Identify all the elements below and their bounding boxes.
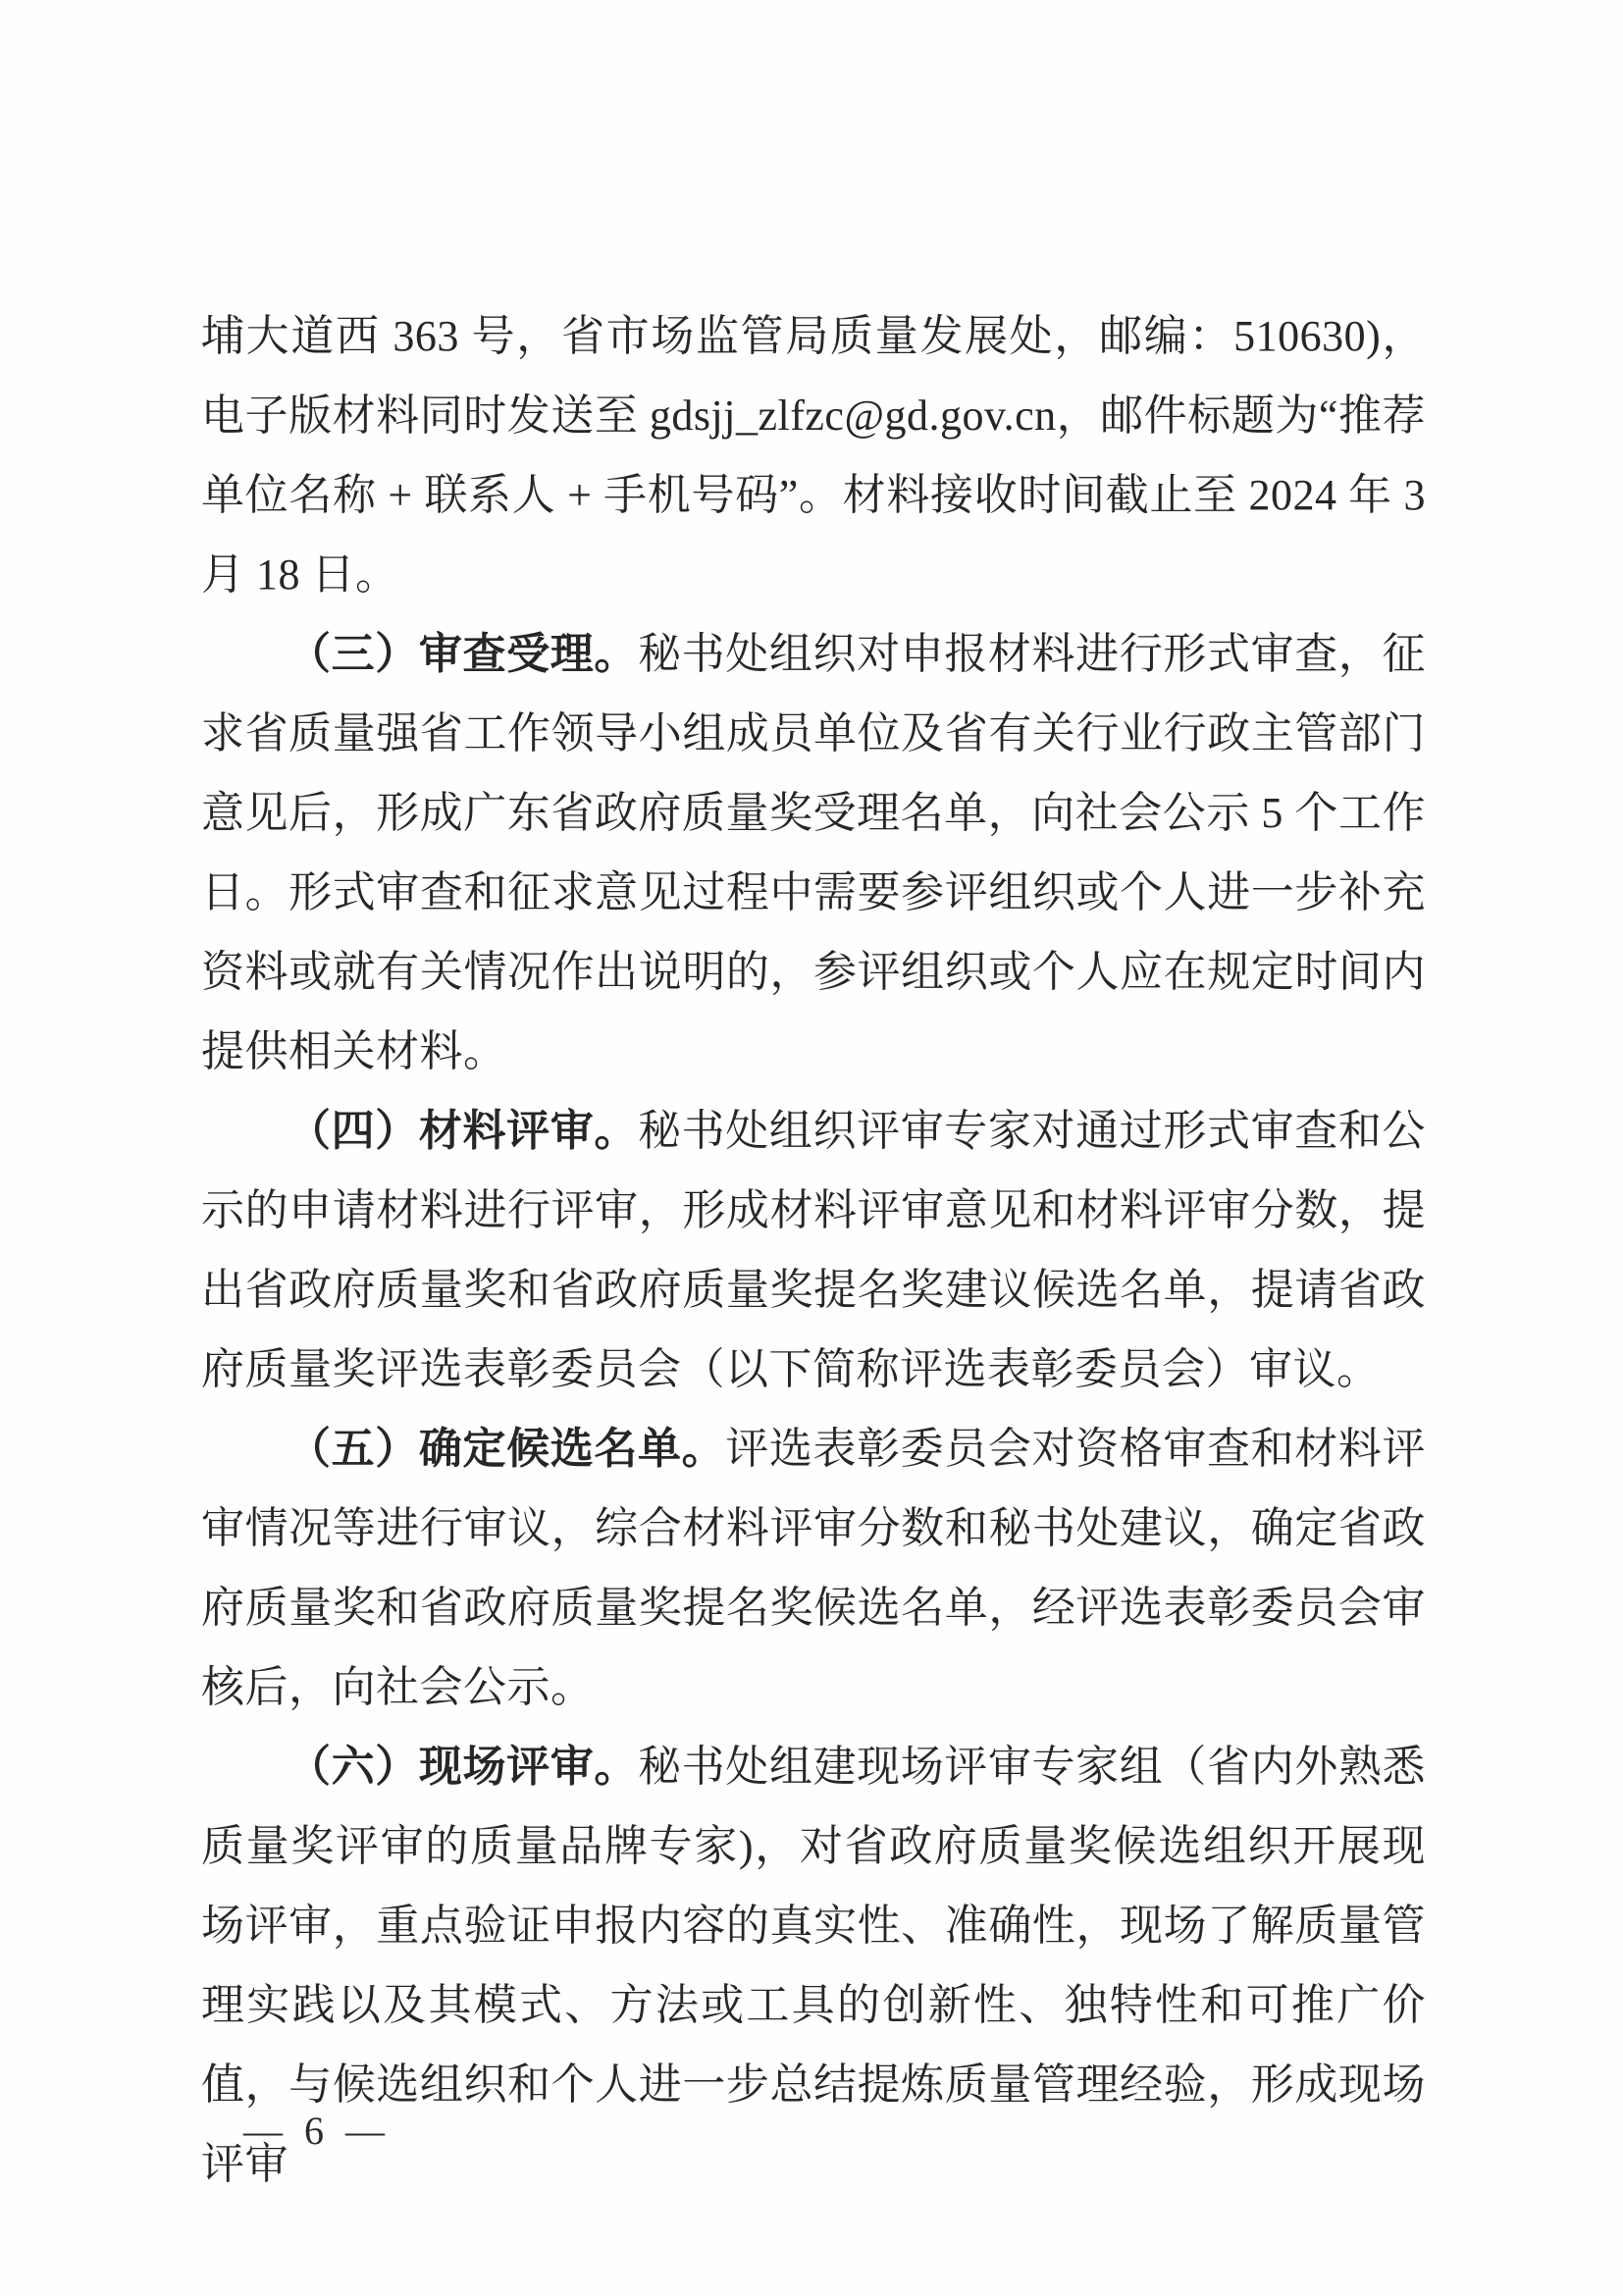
paragraph-text: 评选表彰委员会对资格审查和材料评审情况等进行审议，综合材料评审分数和秘书处建议，确定省政府质量奖和省政府质量奖提名奖候选名单，经评选表彰委员会审核后，向社会公示。 bbox=[201, 1425, 1427, 1711]
section-heading: （三）审查受理。 bbox=[288, 630, 638, 678]
paragraph-continuation bbox=[201, 296, 1426, 614]
document-text-block bbox=[201, 296, 1426, 2204]
paragraph-text: 秘书处组织对申报材料进行形式审查，征求省质量强省工作领导小组成员单位及省有关行业行政主管部门意见后，形成广东省政府质量奖受理名单，向社会公示 5 个工作日。形式审查和征求意见过程中需要参评组织或个人进一步补充资料或就有关情况作出说明的，参评组织或个人应在规定时间内提供相关材料。 bbox=[201, 630, 1427, 1075]
paragraph-text: 秘书处组建现场评审专家组（省内外熟悉质量奖评审的质量品牌专家)，对省政府质量奖候选组织开展现场评审，重点验证申报内容的真实性、准确性，现场了解质量管理实践以及其模式、方法或工具的创新性、独特性和可推广价值，与候选组织和个人进一步总结提炼质量管理经验，形成现场评审 bbox=[201, 1743, 1427, 2188]
page-number: — 6 — bbox=[243, 2109, 391, 2153]
section-heading: （五）确定候选名单。 bbox=[288, 1425, 726, 1473]
paragraph-section-4 bbox=[201, 1091, 1426, 1409]
paragraph-text: 秘书处组织评审专家对通过形式审查和公示的申请材料进行评审，形成材料评审意见和材料评审分数，提出省政府质量奖和省政府质量奖提名奖建议候选名单，提请省政府质量奖评选表彰委员会（以下简称评选表彰委员会）审议。 bbox=[201, 1107, 1427, 1393]
section-heading: （四）材料评审。 bbox=[288, 1107, 638, 1155]
paragraph-text: 埔大道西 363 号，省市场监管局质量发展处，邮编：510630)，电子版材料同时发送至 gdsjj_zlfzc@gd.gov.cn，邮件标题为“推荐单位名称 + 联系人 + 手机号码”。材料接收时间截止至 2024 年 3 月 18 日。 bbox=[201, 312, 1426, 599]
section-heading: （六）现场评审。 bbox=[288, 1743, 638, 1791]
paragraph-section-3 bbox=[201, 614, 1426, 1091]
paragraph-section-5 bbox=[201, 1409, 1426, 1727]
